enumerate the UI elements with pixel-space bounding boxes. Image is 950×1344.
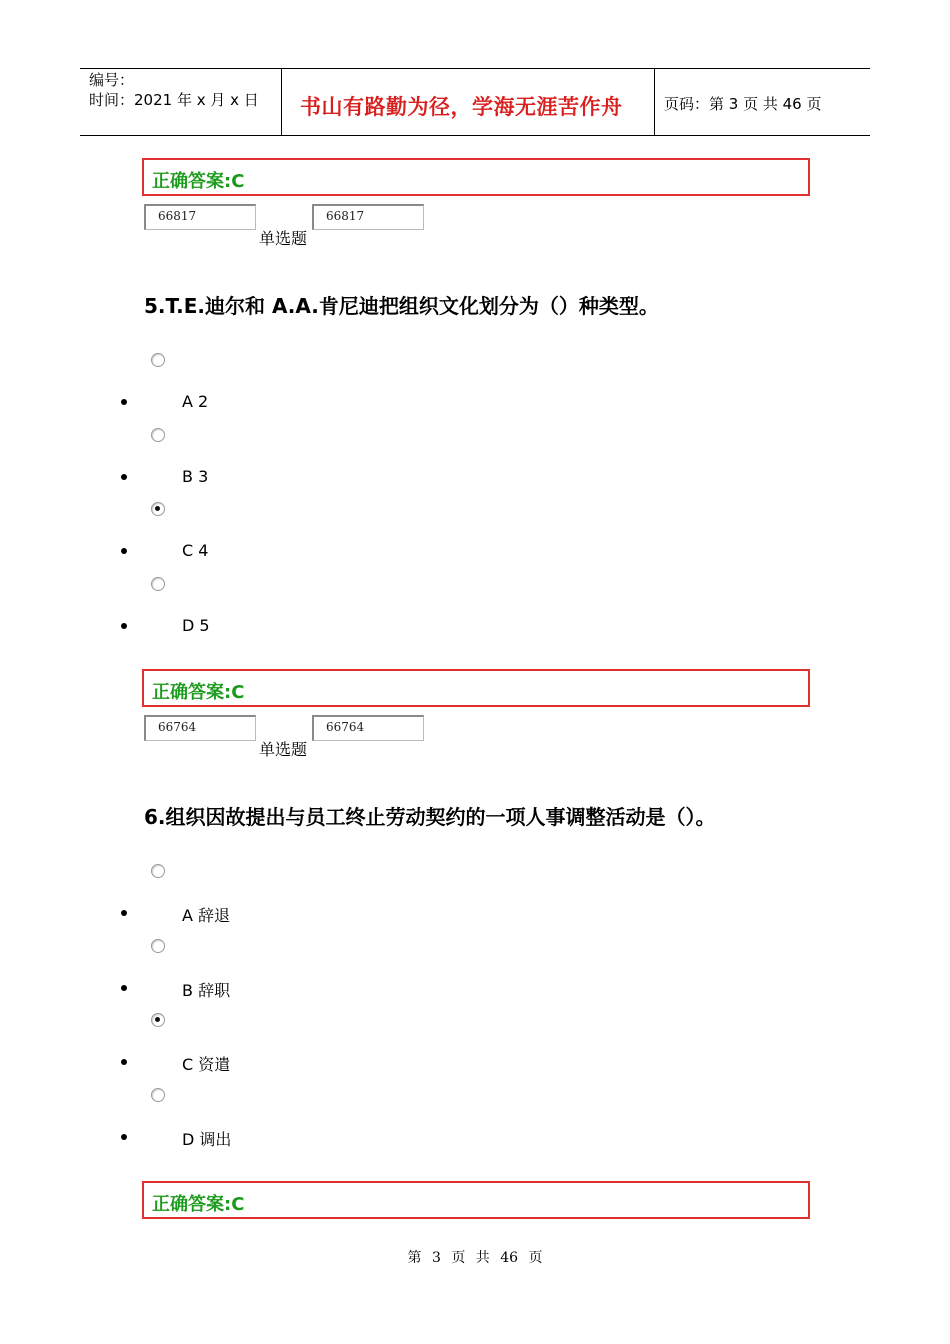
option-label: C 资遣	[182, 1055, 231, 1074]
bullet-icon	[121, 399, 127, 405]
question-title: 5.T.E.迪尔和 A.A.肯尼迪把组织文化划分为（）种类型。	[144, 294, 659, 318]
footer-text: 页	[528, 1250, 543, 1266]
question-id-field[interactable]: 66817	[312, 204, 424, 230]
bullet-icon	[121, 1059, 127, 1065]
bullet-icon	[121, 1134, 127, 1140]
option-label: C 4	[182, 541, 209, 560]
correct-answer-text: 正确答案:C	[152, 171, 245, 192]
radio-button[interactable]	[151, 577, 165, 591]
bullet-icon	[121, 910, 127, 916]
question-id-field[interactable]: 66764	[312, 715, 424, 741]
radio-button[interactable]	[151, 428, 165, 442]
question-title: 6.组织因故提出与员工终止劳动契约的一项人事调整活动是（）。	[144, 805, 716, 829]
header-motto: 书山有路勤为径，学海无涯苦作舟	[300, 95, 623, 119]
bullet-icon	[121, 985, 127, 991]
correct-answer-box	[142, 669, 810, 707]
header-page-label: 页码：第 3 页 共 46 页	[664, 95, 822, 113]
question-type-label: 单选题	[259, 229, 308, 248]
radio-button[interactable]	[151, 864, 165, 878]
radio-button-selected[interactable]	[151, 1013, 165, 1027]
header-divider	[654, 68, 655, 136]
doc-date-label: 时间：2021 年 x 月 x 日	[89, 91, 259, 109]
bullet-icon	[121, 623, 127, 629]
correct-answer-box	[142, 1181, 810, 1219]
footer-text: 共	[475, 1250, 490, 1266]
radio-button[interactable]	[151, 1088, 165, 1102]
question-id-field[interactable]: 66764	[144, 715, 256, 741]
question-type-label: 单选题	[259, 740, 308, 759]
question-id-field[interactable]: 66817	[144, 204, 256, 230]
radio-button[interactable]	[151, 353, 165, 367]
footer-total-pages: 46	[500, 1250, 519, 1266]
bullet-icon	[121, 474, 127, 480]
option-label: A 辞退	[182, 906, 231, 925]
footer-text: 页	[451, 1250, 466, 1266]
correct-answer-text: 正确答案:C	[152, 1194, 245, 1215]
option-label: D 5	[182, 616, 210, 635]
footer-page-number: 3	[431, 1250, 441, 1266]
option-label: A 2	[182, 392, 209, 411]
footer-text: 第	[407, 1250, 422, 1266]
option-label: B 辞职	[182, 981, 231, 1000]
radio-button-selected[interactable]	[151, 502, 165, 516]
header-divider	[281, 68, 282, 136]
page-footer	[0, 1247, 950, 1267]
correct-answer-box	[142, 158, 810, 196]
doc-number-label: 编号：	[89, 71, 135, 89]
radio-button[interactable]	[151, 939, 165, 953]
correct-answer-text: 正确答案:C	[152, 682, 245, 703]
bullet-icon	[121, 548, 127, 554]
option-label: B 3	[182, 467, 209, 486]
header-bottom-rule	[80, 135, 870, 136]
header-top-rule	[80, 68, 870, 69]
option-label: D 调出	[182, 1130, 232, 1149]
